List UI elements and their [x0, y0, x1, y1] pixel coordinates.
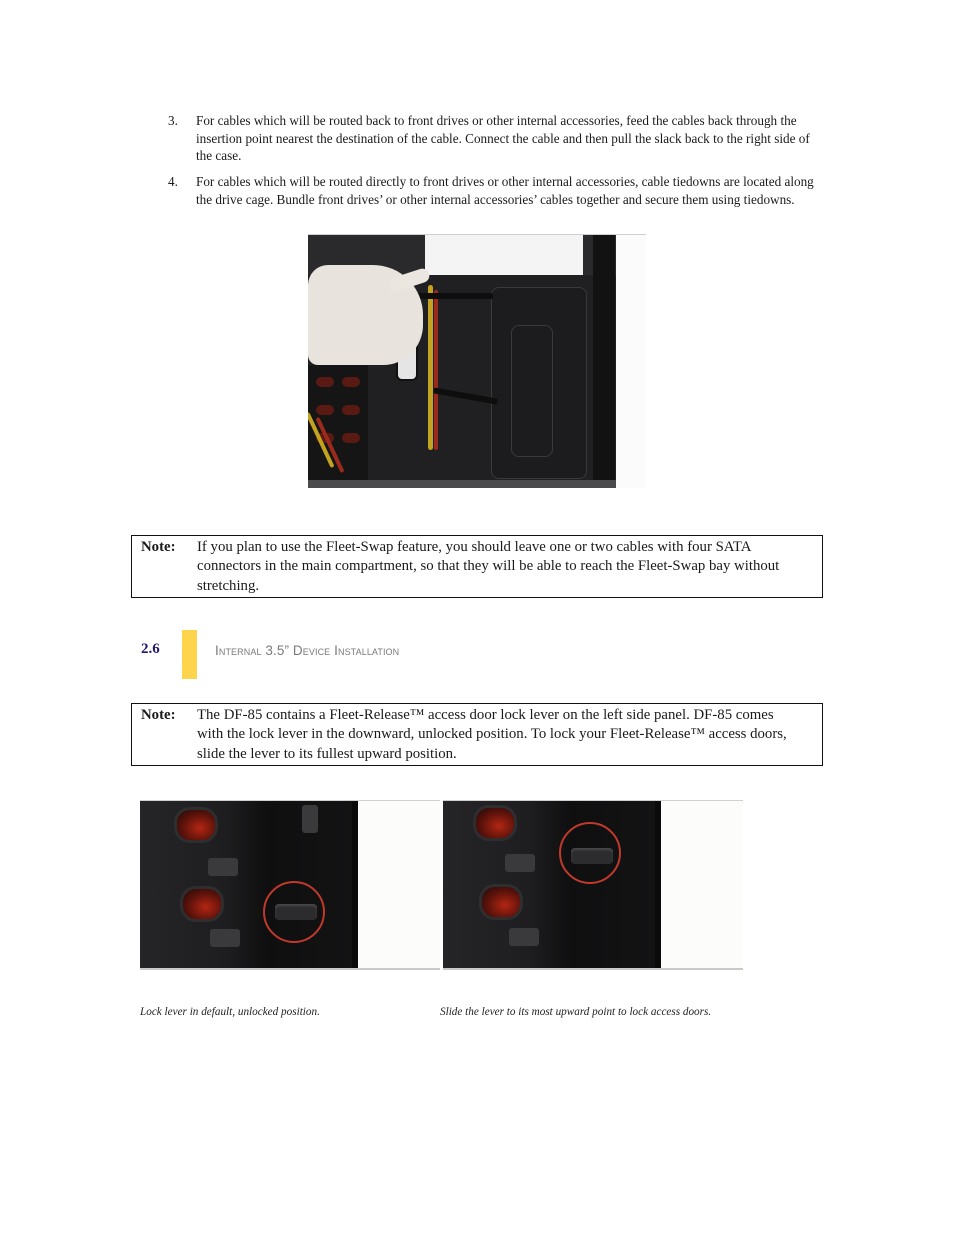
note-text: The DF-85 contains a Fleet-Release™ access door lock lever on the left side panel. DF-85 comes with the lock lever in the downward, unlocked position. To lock your Fleet-Release™ access doors, slide the lever to its fullest upward position.: [197, 707, 787, 762]
caption-lever-locked: Slide the lever to its most upward point to lock access doors.: [440, 1006, 712, 1018]
list-item-step-4: [168, 173, 818, 208]
photo-border: [443, 968, 743, 970]
vent-hole: [174, 807, 218, 843]
note-text: If you plan to use the Fleet-Swap feature, you should leave one or two cables with four SATA connectors in the main compartment, so that they will be able to reach the Fleet-Swap bay without stretching.: [197, 539, 780, 594]
panel-tab: [509, 928, 539, 946]
case-rim: [593, 235, 615, 485]
photo-background: [661, 801, 743, 970]
section-title: Internal 3.5” Device Installation: [215, 643, 400, 658]
cable-routing-photo: [308, 234, 646, 488]
step-text: For cables which will be routed back to front drives or other internal accessories, feed the cables back through the insertion point nearest the destination of the cable. Connect the cable and then pull the slack back to the right side of the case.: [196, 113, 810, 164]
panel-tab: [208, 858, 238, 876]
cable-tiedown: [413, 293, 493, 299]
note-label: Note:: [141, 539, 176, 555]
highlight-circle: [559, 822, 621, 884]
note-label: Note:: [141, 707, 176, 723]
lever-locked-photo: [443, 800, 743, 970]
section-accent-bar: [182, 630, 197, 679]
power-cable: [434, 290, 438, 450]
note-box-fleet-swap: [131, 535, 823, 598]
section-number: 2.6: [141, 641, 160, 657]
panel-tab: [302, 805, 318, 833]
vent-hole: [479, 884, 523, 920]
photo-background: [616, 235, 646, 488]
panel-tab: [210, 929, 240, 947]
step-number: 3.: [168, 113, 178, 128]
note-box-fleet-release: [131, 703, 823, 766]
photo-background: [358, 801, 440, 970]
vent-hole: [473, 805, 517, 841]
photo-border: [140, 968, 440, 970]
step-text: For cables which will be routed directly to front drives or other internal accessories, cable tiedowns are located along the drive cage. Bundle front drives’ or other internal accessories’ cables together and secure them using tiedowns.: [196, 174, 814, 207]
tray-inner-plate: [511, 325, 553, 457]
case-window-opening: [425, 235, 583, 275]
case-edge: [308, 480, 616, 488]
step-number: 4.: [168, 174, 178, 189]
caption-lever-unlocked: Lock lever in default, unlocked position.: [140, 1006, 320, 1018]
panel-tab: [505, 854, 535, 872]
case-side-panel: [140, 801, 352, 970]
highlight-circle: [263, 881, 325, 943]
vent-hole: [180, 886, 224, 922]
lever-unlocked-photo: [140, 800, 440, 970]
power-cable: [428, 285, 433, 450]
list-item-step-3: [168, 112, 818, 165]
